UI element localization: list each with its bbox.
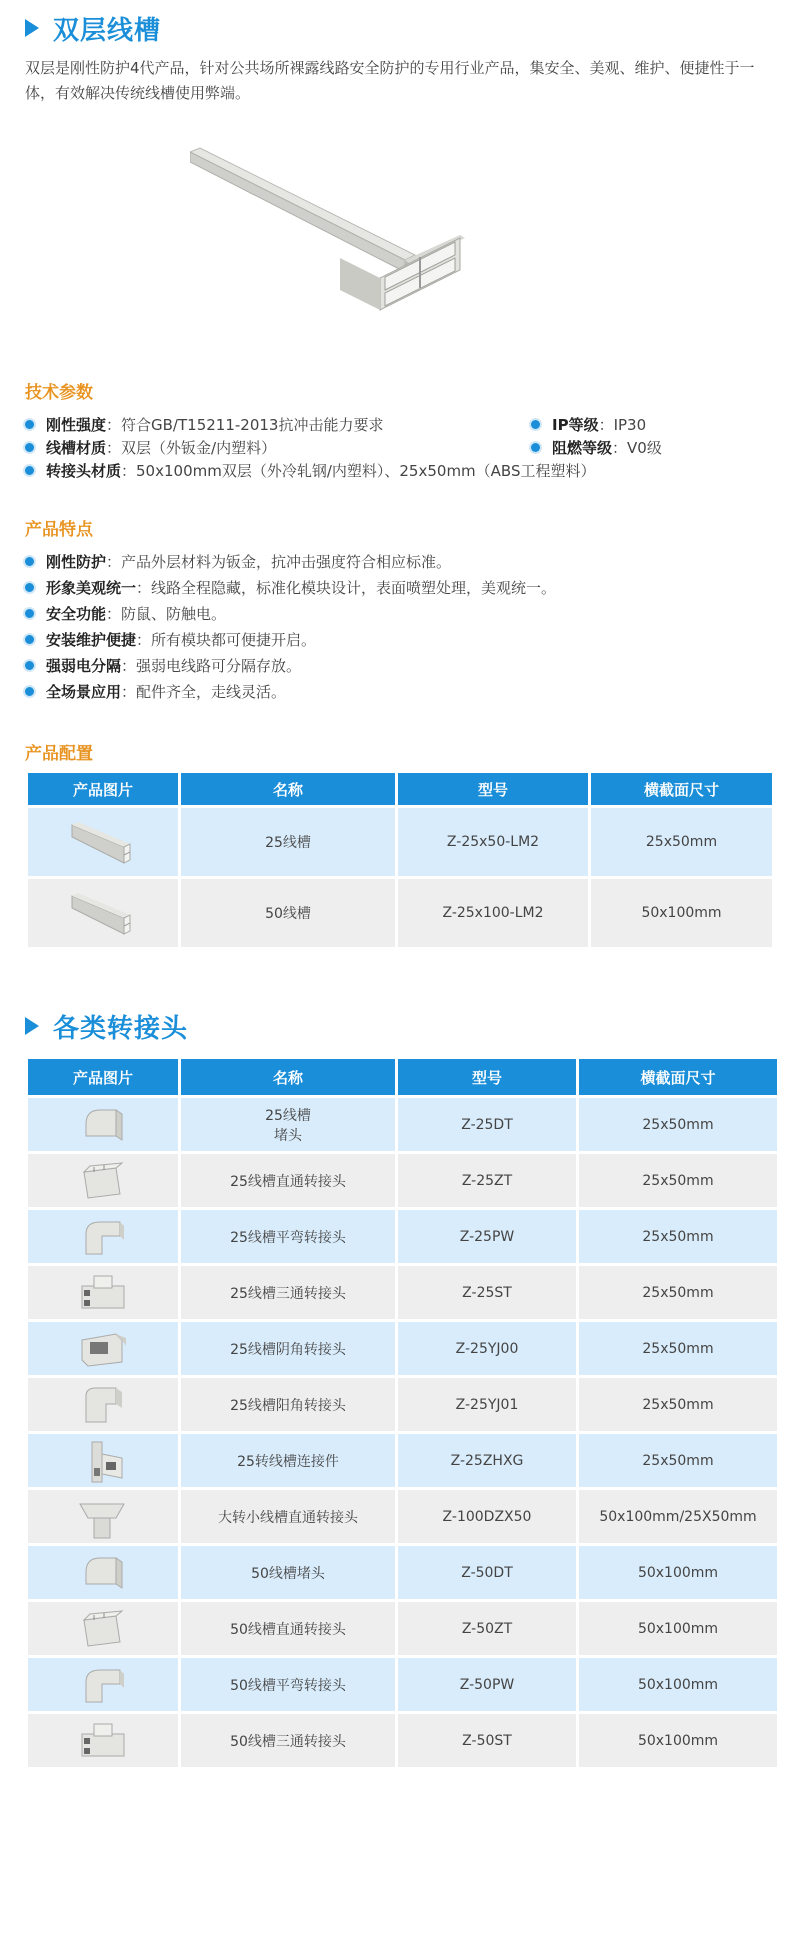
bullet-icon xyxy=(25,420,34,429)
model-cell: Z-50DT xyxy=(398,1546,576,1599)
size-cell: 25x50mm xyxy=(579,1378,777,1431)
feature-item: 强弱电分隔 ：强弱电线路可分隔存放。 xyxy=(25,655,301,676)
model-cell: Z-25YJ01 xyxy=(398,1378,576,1431)
bullet-icon xyxy=(25,635,34,644)
name-cell: 50线槽堵头 xyxy=(181,1546,395,1599)
trunking-thumbnail-icon xyxy=(68,817,138,867)
product-image-cell xyxy=(28,1154,178,1207)
trunking-thumbnail-icon xyxy=(68,888,138,938)
spec-item: 阻燃等级 ：V0级 xyxy=(531,437,662,458)
product-image-cell xyxy=(28,1378,178,1431)
product-image-cell xyxy=(28,879,178,947)
straight-joint-icon xyxy=(76,1606,130,1652)
table-row xyxy=(28,1322,777,1375)
section-title-text: 各类转接头 xyxy=(53,1013,189,1044)
end-cap-icon xyxy=(76,1550,130,1596)
feature-item: 安全功能 ：防鼠、防触电。 xyxy=(25,603,226,624)
product-image-cell xyxy=(28,1322,178,1375)
end-cap-icon xyxy=(76,1102,130,1148)
bullet-icon xyxy=(25,687,34,696)
config-table xyxy=(25,770,775,950)
name-cell: 25线槽阴角转接头 xyxy=(181,1322,395,1375)
table-row xyxy=(28,1658,777,1711)
table-header-row xyxy=(28,1059,777,1095)
table-row xyxy=(28,1602,777,1655)
size-cell: 25x50mm xyxy=(579,1266,777,1319)
section-title-adapters xyxy=(25,1006,188,1046)
table-row xyxy=(28,1210,777,1263)
table-row xyxy=(28,1098,777,1151)
bullet-icon xyxy=(25,583,34,592)
name-cell: 50线槽三通转接头 xyxy=(181,1714,395,1767)
size-cell: 50x100mm xyxy=(579,1658,777,1711)
adapters-table xyxy=(25,1056,780,1770)
product-image-cell xyxy=(28,1098,178,1151)
table-row xyxy=(28,1266,777,1319)
trunking-product-image xyxy=(190,140,470,340)
table-row xyxy=(28,1154,777,1207)
product-image-cell xyxy=(28,1602,178,1655)
table-row xyxy=(28,879,772,947)
feature-item: 形象美观统一 ：线路全程隐藏，标准化模块设计，表面喷塑处理，美观统一。 xyxy=(25,577,556,598)
header-image: 产品图片 xyxy=(28,1059,178,1095)
model-cell: Z-50PW xyxy=(398,1658,576,1711)
name-cell: 25线槽三通转接头 xyxy=(181,1266,395,1319)
size-cell: 25x50mm xyxy=(579,1154,777,1207)
bullet-icon xyxy=(25,557,34,566)
table-header-row xyxy=(28,773,772,805)
table-row xyxy=(28,1714,777,1767)
feature-item: 刚性防护 ：产品外层材料为钣金，抗冲击强度符合相应标准。 xyxy=(25,551,451,572)
outer-corner-icon xyxy=(76,1382,130,1428)
section-title-dual-layer xyxy=(25,8,161,48)
inner-corner-icon xyxy=(76,1326,130,1372)
name-cell: 25线槽直通转接头 xyxy=(181,1154,395,1207)
name-cell: 50线槽平弯转接头 xyxy=(181,1658,395,1711)
flat-elbow-icon xyxy=(76,1662,130,1708)
connector-icon xyxy=(76,1438,130,1484)
bullet-icon xyxy=(531,443,540,452)
table-row xyxy=(28,808,772,876)
product-image-cell xyxy=(28,1210,178,1263)
name-cell: 50线槽 xyxy=(181,879,395,947)
bullet-icon xyxy=(25,443,34,452)
size-cell: 50x100mm xyxy=(579,1714,777,1767)
model-cell: Z-25x100-LM2 xyxy=(398,879,588,947)
size-cell: 50x100mm xyxy=(579,1546,777,1599)
size-cell: 25x50mm xyxy=(579,1098,777,1151)
bullet-icon xyxy=(531,420,540,429)
feature-item: 全场景应用 ：配件齐全，走线灵活。 xyxy=(25,681,286,702)
name-cell: 大转小线槽直通转接头 xyxy=(181,1490,395,1543)
product-image-cell xyxy=(28,808,178,876)
tech-params-title: 技术参数 xyxy=(25,383,93,403)
spec-item: 线槽材质 ：双层（外钣金/内塑料） xyxy=(25,437,276,458)
tee-joint-icon xyxy=(76,1270,130,1316)
model-cell: Z-25DT xyxy=(398,1098,576,1151)
tee-joint-icon xyxy=(76,1718,130,1764)
section-title-text: 双层线槽 xyxy=(53,15,162,46)
header-name: 名称 xyxy=(181,773,395,805)
model-cell: Z-25ST xyxy=(398,1266,576,1319)
name-cell: 25线槽 xyxy=(181,808,395,876)
model-cell: Z-25ZT xyxy=(398,1154,576,1207)
model-cell: Z-100DZX50 xyxy=(398,1490,576,1543)
model-cell: Z-25x50-LM2 xyxy=(398,808,588,876)
product-image-cell xyxy=(28,1658,178,1711)
reducer-icon xyxy=(76,1494,130,1540)
spec-item: 刚性强度 ：符合GB/T15211-2013抗冲击能力要求 xyxy=(25,414,383,435)
name-cell: 25线槽平弯转接头 xyxy=(181,1210,395,1263)
name-cell: 25转线槽连接件 xyxy=(181,1434,395,1487)
product-image-cell xyxy=(28,1434,178,1487)
size-cell: 25x50mm xyxy=(591,808,772,876)
model-cell: Z-50ZT xyxy=(398,1602,576,1655)
product-image-cell xyxy=(28,1490,178,1543)
name-cell: 25线槽 堵头 xyxy=(181,1098,395,1151)
triangle-icon xyxy=(25,1017,39,1035)
header-size: 横截面尺寸 xyxy=(591,773,772,805)
model-cell: Z-25PW xyxy=(398,1210,576,1263)
intro-text: 双层是刚性防护4代产品，针对公共场所裸露线路安全防护的专用行业产品，集安全、美观、维护、便捷性于一体，有效解决传统线槽使用弊端。 xyxy=(25,59,755,102)
bullet-icon xyxy=(25,609,34,618)
size-cell: 50x100mm xyxy=(579,1602,777,1655)
name-cell: 50线槽直通转接头 xyxy=(181,1602,395,1655)
flat-elbow-icon xyxy=(76,1214,130,1260)
features-title: 产品特点 xyxy=(25,520,93,540)
header-model: 型号 xyxy=(398,1059,576,1095)
header-name: 名称 xyxy=(181,1059,395,1095)
product-image-cell xyxy=(28,1266,178,1319)
size-cell: 50x100mm xyxy=(591,879,772,947)
header-model: 型号 xyxy=(398,773,588,805)
size-cell: 25x50mm xyxy=(579,1434,777,1487)
spec-item: IP等级 ：IP30 xyxy=(531,414,646,435)
header-size: 横截面尺寸 xyxy=(579,1059,777,1095)
spec-item: 转接头材质 ：50x100mm双层（外冷轧钢/内塑料）、25x50mm（ABS工程塑料） xyxy=(25,460,595,481)
model-cell: Z-25ZHXG xyxy=(398,1434,576,1487)
header-image: 产品图片 xyxy=(28,773,178,805)
model-cell: Z-25YJ00 xyxy=(398,1322,576,1375)
straight-joint-icon xyxy=(76,1158,130,1204)
triangle-icon xyxy=(25,19,39,37)
bullet-icon xyxy=(25,466,34,475)
table-row xyxy=(28,1546,777,1599)
table-row xyxy=(28,1434,777,1487)
model-cell: Z-50ST xyxy=(398,1714,576,1767)
name-cell: 25线槽阳角转接头 xyxy=(181,1378,395,1431)
size-cell: 25x50mm xyxy=(579,1322,777,1375)
table-row xyxy=(28,1490,777,1543)
config-title: 产品配置 xyxy=(25,744,93,764)
product-image-cell xyxy=(28,1546,178,1599)
product-image-cell xyxy=(28,1714,178,1767)
size-cell: 50x100mm/25X50mm xyxy=(579,1490,777,1543)
size-cell: 25x50mm xyxy=(579,1210,777,1263)
bullet-icon xyxy=(25,661,34,670)
table-row xyxy=(28,1378,777,1431)
feature-item: 安装维护便捷 ：所有模块都可便捷开启。 xyxy=(25,629,316,650)
